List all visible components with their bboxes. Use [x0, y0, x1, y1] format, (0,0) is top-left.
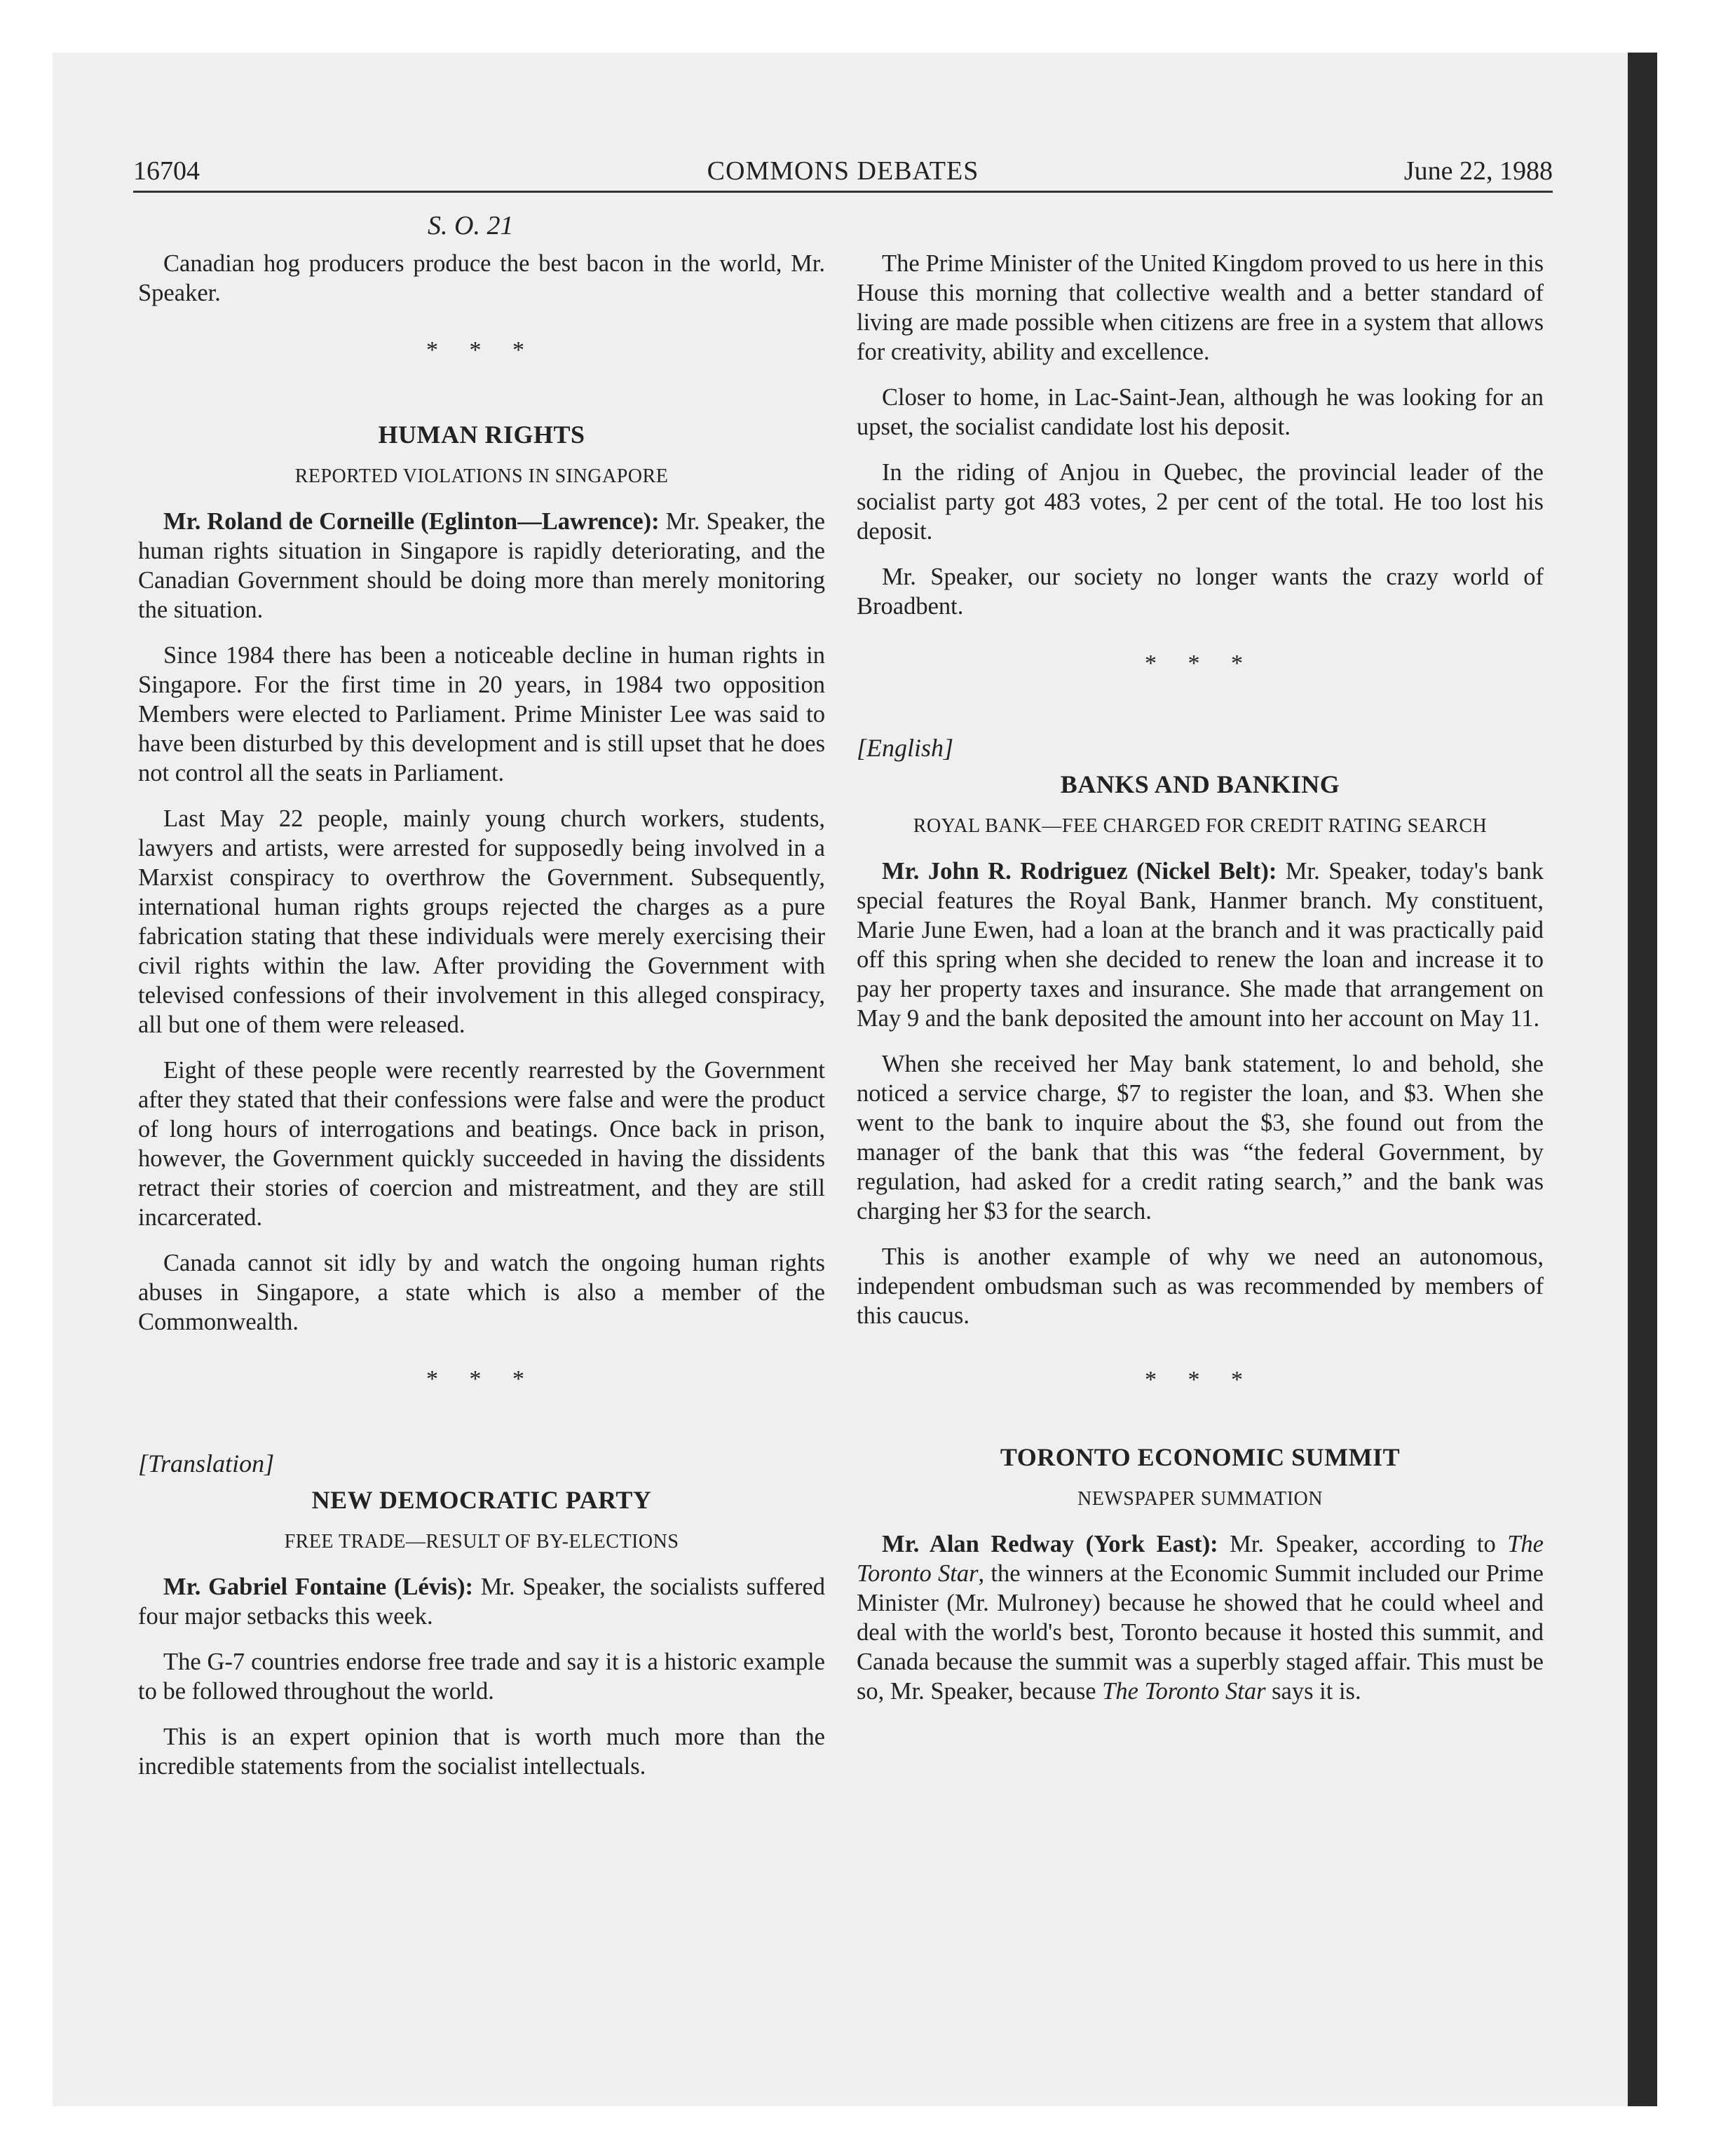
paragraph: Last May 22 people, mainly young church workers, students, lawyers and artists, were arrested for supposedly being involved in a Marxist conspiracy to overthrow the Government. Subsequently, international human rights groups rejected the charges as a pure fabrication stating that these individuals were merely exercising their civil rights within the law. After providing the Government with televised confessions of their involvement in this alleged conspiracy, all but one of them were released. — [138, 805, 825, 1038]
paragraph-text: says it is. — [1265, 1678, 1361, 1705]
running-header — [133, 156, 1553, 193]
paragraph: Eight of these people were recently rearrested by the Government after they stated that their confessions were false and were the product of long hours of interrogations and beatings. Once back in prison, however, the Government quickly succeeded in having the dissidents retract their stories of coercion and mistreatment, and they are still incarcerated. — [138, 1057, 825, 1231]
publication-title: COMMONS DEBATES — [707, 156, 979, 186]
section-separator: * * * — [1145, 1367, 1256, 1393]
paragraph: Since 1984 there has been a noticeable decline in human rights in Singapore. For the first time in 20 years, in 1984 two opposition Members were elected to Parliament. Prime Minister Lee was said to have been disturbed by this development and is still upset that he does not control all the seats in Parliament. — [138, 642, 825, 786]
section-subheading: FREE TRADE—RESULT OF BY-ELECTIONS — [284, 1531, 679, 1553]
paragraph: Mr. Speaker, our society no longer wants the crazy world of Broadbent. — [857, 564, 1544, 620]
paragraph: Canada cannot sit idly by and watch the ongoing human rights abuses in Singapore, a state which is also a member of the Commonwealth. — [138, 1250, 825, 1335]
paragraph-text: Mr. Speaker, the human rights situation in Singapore is rapidly deteriorating, and the Canadian Government should be doing more than merely monitoring the situation. — [138, 508, 825, 623]
left-column — [138, 249, 825, 1797]
paragraph — [857, 857, 1544, 1033]
section-subheading: NEWSPAPER SUMMATION — [1077, 1488, 1323, 1510]
issue-date: June 22, 1988 — [1403, 156, 1553, 186]
speaker-name: Mr. John R. Rodriguez (Nickel Belt): — [882, 858, 1277, 885]
paragraph: This is another example of why we need an autonomous, independent ombudsman such as was recommended by members of this caucus. — [857, 1243, 1544, 1329]
standing-order-label: S. O. 21 — [428, 211, 514, 240]
paragraph-text: , the winners at the Economic Summit included our Prime Minister (Mr. Mulroney) because he showed that he could wheel and deal with the world's best, Toronto because it hosted this summit, and Canada because the summit was a superbly staged affair. This must be so, Mr. Speaker, because — [857, 1560, 1544, 1705]
section-heading-human-rights: HUMAN RIGHTS — [378, 421, 585, 449]
paragraph: The G-7 countries endorse free trade and say it is a historic example to be followed throughout the world. — [138, 1649, 825, 1705]
paragraph-text: Mr. Speaker, the socialists suffered four major setbacks this week. — [138, 1574, 825, 1630]
section-separator: * * * — [1145, 650, 1256, 676]
section-separator: * * * — [426, 1366, 537, 1392]
paragraph: In the riding of Anjou in Quebec, the provincial leader of the socialist party got 483 votes, 2 per cent of the total. He too lost his deposit. — [857, 459, 1544, 545]
section-subheading: ROYAL BANK—FEE CHARGED FOR CREDIT RATING SEARCH — [913, 815, 1488, 837]
right-column — [857, 249, 1544, 1722]
speaker-name: Mr. Gabriel Fontaine (Lévis): — [163, 1574, 474, 1600]
page-number: 16704 — [133, 156, 200, 186]
language-note: [Translation] — [138, 1449, 275, 1478]
scan-binding-edge — [1628, 53, 1657, 2106]
paragraph: When she received her May bank statement, lo and behold, she noticed a service charge, $7 to register the loan, and $3. When she went to the bank to inquire about the $3, she found out from the manager of the bank that this was “the federal Government, by regulation, had asked for a credit rating search,” and the bank was charging her $3 for the search. — [857, 1051, 1544, 1224]
newspaper-title: The Toronto Star — [857, 1531, 1544, 1587]
section-subheading: REPORTED VIOLATIONS IN SINGAPORE — [294, 465, 669, 487]
speaker-name: Mr. Roland de Corneille (Eglinton—Lawrence): — [163, 508, 660, 535]
section-separator: * * * — [426, 337, 537, 363]
section-heading-summit: TORONTO ECONOMIC SUMMIT — [1000, 1443, 1401, 1471]
section-heading-ndp: NEW DEMOCRATIC PARTY — [311, 1486, 652, 1514]
newspaper-title: The Toronto Star — [1102, 1678, 1266, 1705]
paragraph-text: Mr. Speaker, today's bank special features the Royal Bank, Hanmer branch. My constituent, Marie June Ewen, had a loan at the branch and it was practically paid off this spring when she decided to renew the loan and increase it to pay her property taxes and insurance. She made that arrangement on May 9 and the bank deposited the amount into her account on May 11. — [857, 858, 1544, 1032]
paragraph-text: Mr. Speaker, according to — [1218, 1531, 1508, 1557]
paragraph — [857, 1529, 1544, 1706]
section-heading-banks: BANKS AND BANKING — [1060, 770, 1340, 798]
paragraph: Canadian hog producers produce the best bacon in the world, Mr. Speaker. — [138, 250, 825, 306]
paragraph: The Prime Minister of the United Kingdom proved to us here in this House this morning that collective wealth and a better standard of living are made possible when citizens are free in a system that allows for creativity, ability and excellence. — [857, 250, 1544, 365]
paragraph — [138, 507, 825, 625]
speaker-name: Mr. Alan Redway (York East): — [882, 1531, 1218, 1557]
paragraph: Closer to home, in Lac-Saint-Jean, although he was looking for an upset, the socialist candidate lost his deposit. — [857, 384, 1544, 440]
language-note: [English] — [857, 734, 954, 762]
paragraph — [138, 1572, 825, 1631]
paragraph: This is an expert opinion that is worth much more than the incredible statements from the socialist intellectuals. — [138, 1724, 825, 1780]
